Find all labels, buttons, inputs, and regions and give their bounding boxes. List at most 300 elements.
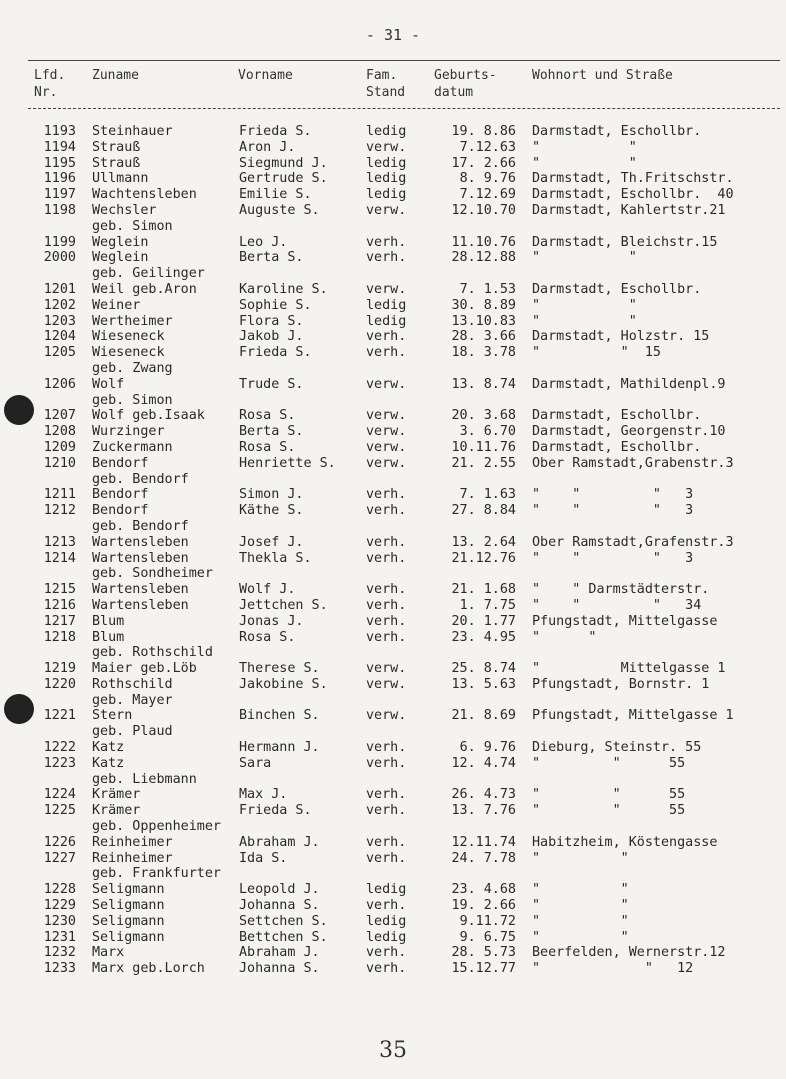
birth-date: 12. 4.74 (451, 755, 516, 771)
table-row (0, 140, 786, 156)
surname: Reinheimer (92, 850, 173, 866)
table-row (0, 487, 786, 503)
table-row (0, 661, 786, 677)
marital-status: verh. (366, 234, 407, 250)
birth-date: 7.12.63 (459, 139, 516, 155)
residence: " " (532, 629, 597, 645)
marital-status: verw. (366, 708, 407, 724)
first-name: Rosa S. (239, 408, 296, 424)
surname: geb. Bendorf (92, 471, 189, 487)
surname: Blum (92, 613, 125, 629)
marital-status: verh. (366, 613, 407, 629)
surname: Ullmann (92, 171, 149, 187)
residence: " " 12 (532, 961, 694, 977)
first-name: Bettchen S. (239, 929, 328, 945)
marital-status: verh. (366, 503, 407, 519)
surname: geb. Oppenheimer (92, 819, 221, 835)
birth-date: 15.12.77 (451, 961, 516, 977)
residence: Darmstadt, Eschollbr. (532, 439, 702, 455)
birth-date: 13.10.83 (451, 313, 516, 329)
surname: geb. Mayer (92, 692, 173, 708)
table-row (0, 440, 786, 456)
marital-status: verw. (366, 376, 407, 392)
surname: Strauß (92, 155, 141, 171)
first-name: Hermann J. (239, 740, 320, 756)
table-row (0, 203, 786, 219)
marital-status: verw. (366, 661, 407, 677)
header-zuname: Zuname (92, 68, 139, 83)
first-name: Johanna S. (239, 961, 320, 977)
table-row (0, 298, 786, 314)
birth-date: 23. 4.95 (451, 629, 516, 645)
row-number: 1215 (43, 582, 76, 598)
birth-date: 19. 8.86 (451, 124, 516, 139)
birth-date: 23. 4.68 (451, 882, 516, 898)
row-number: 1214 (43, 550, 76, 566)
residence: Darmstadt, Eschollbr. (532, 408, 702, 424)
punch-hole (4, 395, 34, 425)
marital-status: verh. (366, 803, 407, 819)
first-name: Siegmund J. (239, 155, 328, 171)
marital-status: verh. (366, 961, 407, 977)
first-name: Wolf J. (239, 582, 296, 598)
table-row (0, 645, 786, 661)
birth-date: 9.11.72 (459, 913, 516, 929)
surname: Marx geb.Lorch (92, 961, 205, 977)
residence: " " (532, 155, 637, 171)
birth-date: 7.12.69 (459, 187, 516, 203)
birth-date: 27. 8.84 (451, 503, 516, 519)
table-row (0, 772, 786, 788)
marital-status: verw. (366, 424, 407, 440)
table-row (0, 819, 786, 835)
birth-date: 13. 5.63 (451, 676, 516, 692)
first-name: Henriette S. (239, 455, 336, 471)
table-row (0, 314, 786, 330)
surname: Wartensleben (92, 597, 189, 613)
surname: Bendorf (92, 455, 149, 471)
surname: geb. Frankfurter (92, 866, 221, 882)
table-row (0, 961, 786, 977)
table-row (0, 598, 786, 614)
punch-hole (4, 694, 34, 724)
residence: " " 15 (532, 345, 661, 361)
surname: Katz (92, 755, 125, 771)
row-number: 1209 (43, 439, 76, 455)
surname: Wechsler (92, 202, 157, 218)
row-number: 1226 (43, 834, 76, 850)
marital-status: verh. (366, 945, 407, 961)
marital-status: verw. (366, 281, 407, 297)
first-name: Leopold J. (239, 882, 320, 898)
birth-date: 28. 3.66 (451, 329, 516, 345)
row-number: 1203 (43, 313, 76, 329)
first-name: Jonas J. (239, 613, 304, 629)
residence: " " (532, 297, 637, 313)
table-row (0, 535, 786, 551)
first-name: Settchen S. (239, 913, 328, 929)
residence: Pfungstadt, Bornstr. 1 (532, 676, 710, 692)
first-name: Abraham J. (239, 834, 320, 850)
table-row (0, 898, 786, 914)
header-nr: Lfd. Nr. (34, 68, 66, 100)
residence: Ober Ramstadt,Grabenstr.3 (532, 455, 734, 471)
surname: geb. Geilinger (92, 266, 205, 282)
marital-status: ledig (366, 882, 407, 898)
marital-status: verw. (366, 408, 407, 424)
surname: Bendorf (92, 487, 149, 503)
row-number: 2000 (43, 250, 76, 266)
table-row (0, 472, 786, 488)
surname: Weglein (92, 250, 149, 266)
table-row (0, 693, 786, 709)
table-row (0, 329, 786, 345)
first-name: Emilie S. (239, 187, 312, 203)
surname: geb. Simon (92, 392, 173, 408)
first-name: Jakob J. (239, 329, 304, 345)
marital-status: ledig (366, 155, 407, 171)
table-row (0, 708, 786, 724)
row-number: 1223 (43, 755, 76, 771)
birth-date: 13. 8.74 (451, 376, 516, 392)
marital-status: verh. (366, 329, 407, 345)
residence: " " 55 (532, 755, 686, 771)
row-number: 1211 (43, 487, 76, 503)
birth-date: 3. 6.70 (459, 424, 516, 440)
row-number: 1193 (43, 124, 76, 139)
table-row (0, 930, 786, 946)
residence: " " (532, 882, 629, 898)
residence: " " (532, 313, 637, 329)
marital-status: verh. (366, 250, 407, 266)
table-row (0, 582, 786, 598)
table-row (0, 250, 786, 266)
birth-date: 26. 4.73 (451, 787, 516, 803)
row-number: 1213 (43, 534, 76, 550)
table-row (0, 408, 786, 424)
header-vorname: Vorname (238, 68, 293, 83)
residence: " " " 3 (532, 550, 694, 566)
first-name: Auguste S. (239, 202, 320, 218)
residence: " " (532, 850, 629, 866)
row-number: 1205 (43, 345, 76, 361)
residence: " " " 3 (532, 503, 694, 519)
surname: Wolf (92, 376, 125, 392)
surname: Strauß (92, 139, 141, 155)
birth-date: 13. 7.76 (451, 803, 516, 819)
row-number: 1218 (43, 629, 76, 645)
first-name: Sophie S. (239, 297, 312, 313)
row-number: 1216 (43, 597, 76, 613)
residence: Habitzheim, Köstengasse (532, 834, 718, 850)
birth-date: 9. 6.75 (459, 929, 516, 945)
first-name: Therese S. (239, 661, 320, 677)
surname: Seligmann (92, 913, 165, 929)
residence: Darmstadt, Eschollbr. (532, 124, 702, 139)
table-row (0, 124, 786, 140)
birth-date: 21. 2.55 (451, 455, 516, 471)
marital-status: verh. (366, 787, 407, 803)
birth-date: 11.10.76 (451, 234, 516, 250)
surname: Wartensleben (92, 550, 189, 566)
residence: Darmstadt, Eschollbr. 40 (532, 187, 734, 203)
first-name: Simon J. (239, 487, 304, 503)
table-row (0, 803, 786, 819)
table-row (0, 551, 786, 567)
surname: geb. Sondheimer (92, 566, 213, 582)
first-name: Karoline S. (239, 281, 328, 297)
table-row (0, 361, 786, 377)
surname: geb. Liebmann (92, 771, 197, 787)
surname: Katz (92, 740, 125, 756)
residence: " " Darmstädterstr. (532, 582, 710, 598)
first-name: Frieda S. (239, 345, 312, 361)
marital-status: ledig (366, 913, 407, 929)
first-name: Sara (239, 755, 272, 771)
header-wohnort: Wohnort und Straße (532, 68, 673, 83)
table-row (0, 756, 786, 772)
residence: Darmstadt, Kahlertstr.21 (532, 202, 726, 218)
birth-date: 7. 1.53 (459, 281, 516, 297)
marital-status: verh. (366, 487, 407, 503)
marital-status: verh. (366, 898, 407, 914)
first-name: Flora S. (239, 313, 304, 329)
first-name: Johanna S. (239, 898, 320, 914)
table-row (0, 740, 786, 756)
surname: Wertheimer (92, 313, 173, 329)
residence: Dieburg, Steinstr. 55 (532, 740, 702, 756)
first-name: Aron J. (239, 139, 296, 155)
header-fam-stand: Fam. Stand (366, 68, 406, 100)
surname: Marx (92, 945, 125, 961)
marital-status: verh. (366, 345, 407, 361)
surname: Wachtensleben (92, 187, 197, 203)
residence: " Mittelgasse 1 (532, 661, 726, 677)
birth-date: 7. 1.63 (459, 487, 516, 503)
page-number-bottom: 35 (379, 1038, 407, 1063)
marital-status: verh. (366, 834, 407, 850)
birth-date: 19. 2.66 (451, 898, 516, 914)
row-number: 1201 (43, 281, 76, 297)
first-name: Rosa S. (239, 439, 296, 455)
surname: Bendorf (92, 503, 149, 519)
table-row (0, 424, 786, 440)
marital-status: ledig (366, 124, 407, 139)
residence: Darmstadt, Eschollbr. (532, 281, 702, 297)
surname: Seligmann (92, 929, 165, 945)
row-number: 1227 (43, 850, 76, 866)
residence: Ober Ramstadt,Grafenstr.3 (532, 534, 734, 550)
surname: Weglein (92, 234, 149, 250)
surname: Zuckermann (92, 439, 173, 455)
residence: " " " 3 (532, 487, 694, 503)
birth-date: 25. 8.74 (451, 661, 516, 677)
surname: geb. Rothschild (92, 645, 213, 661)
row-number: 1222 (43, 740, 76, 756)
header-rule-top (28, 60, 780, 61)
birth-date: 20. 3.68 (451, 408, 516, 424)
first-name: Jakobine S. (239, 676, 328, 692)
residence: Darmstadt, Holzstr. 15 (532, 329, 710, 345)
surname: Steinhauer (92, 124, 173, 139)
marital-status: ledig (366, 297, 407, 313)
surname: geb. Bendorf (92, 518, 189, 534)
residence: " " (532, 913, 629, 929)
first-name: Trude S. (239, 376, 304, 392)
residence: " " (532, 250, 637, 266)
table-row (0, 614, 786, 630)
first-name: Ida S. (239, 850, 288, 866)
table-row (0, 266, 786, 282)
first-name: Gertrude S. (239, 171, 328, 187)
birth-date: 17. 2.66 (451, 155, 516, 171)
table-row (0, 156, 786, 172)
surname: Weiner (92, 297, 141, 313)
residence: Darmstadt, Th.Fritschstr. (532, 171, 734, 187)
surname: geb. Simon (92, 218, 173, 234)
table-row (0, 282, 786, 298)
row-number: 1230 (43, 913, 76, 929)
register-table (0, 124, 786, 977)
row-number: 1231 (43, 929, 76, 945)
birth-date: 20. 1.77 (451, 613, 516, 629)
marital-status: verw. (366, 439, 407, 455)
birth-date: 28.12.88 (451, 250, 516, 266)
table-row (0, 835, 786, 851)
row-number: 1210 (43, 455, 76, 471)
residence: Pfungstadt, Mittelgasse 1 (532, 708, 734, 724)
table-row (0, 393, 786, 409)
residence: Darmstadt, Bleichstr.15 (532, 234, 718, 250)
birth-date: 13. 2.64 (451, 534, 516, 550)
birth-date: 21. 8.69 (451, 708, 516, 724)
surname: Wieseneck (92, 345, 165, 361)
birth-date: 10.11.76 (451, 439, 516, 455)
marital-status: ledig (366, 171, 407, 187)
table-row (0, 630, 786, 646)
surname: Reinheimer (92, 834, 173, 850)
birth-date: 21. 1.68 (451, 582, 516, 598)
birth-date: 6. 9.76 (459, 740, 516, 756)
residence: " " 55 (532, 803, 686, 819)
row-number: 1208 (43, 424, 76, 440)
marital-status: verw. (366, 676, 407, 692)
row-number: 1195 (43, 155, 76, 171)
page-number-top: - 31 - (365, 26, 421, 44)
first-name: Frieda S. (239, 803, 312, 819)
first-name: Max J. (239, 787, 288, 803)
marital-status: verw. (366, 202, 407, 218)
table-row (0, 219, 786, 235)
first-name: Rosa S. (239, 629, 296, 645)
row-number: 1198 (43, 202, 76, 218)
table-row (0, 724, 786, 740)
marital-status: ledig (366, 929, 407, 945)
residence: " " (532, 929, 629, 945)
table-row (0, 851, 786, 867)
table-row (0, 866, 786, 882)
marital-status: verh. (366, 534, 407, 550)
surname: geb. Plaud (92, 724, 173, 740)
table-row (0, 566, 786, 582)
marital-status: verw. (366, 139, 407, 155)
first-name: Thekla S. (239, 550, 312, 566)
row-number: 1207 (43, 408, 76, 424)
row-number: 1224 (43, 787, 76, 803)
row-number: 1217 (43, 613, 76, 629)
table-row (0, 377, 786, 393)
birth-date: 30. 8.89 (451, 297, 516, 313)
row-number: 1196 (43, 171, 76, 187)
table-row (0, 187, 786, 203)
marital-status: ledig (366, 187, 407, 203)
first-name: Käthe S. (239, 503, 304, 519)
residence: " " 55 (532, 787, 686, 803)
table-row (0, 171, 786, 187)
marital-status: verh. (366, 550, 407, 566)
row-number: 1206 (43, 376, 76, 392)
table-row (0, 787, 786, 803)
header-geburtsdatum: Geburts- datum (434, 68, 497, 100)
row-number: 1228 (43, 882, 76, 898)
row-number: 1233 (43, 961, 76, 977)
table-row (0, 519, 786, 535)
first-name: Frieda S. (239, 124, 312, 139)
row-number: 1199 (43, 234, 76, 250)
row-number: 1219 (43, 661, 76, 677)
surname: Maier geb.Löb (92, 661, 197, 677)
surname: Krämer (92, 787, 141, 803)
marital-status: verh. (366, 755, 407, 771)
surname: Seligmann (92, 882, 165, 898)
marital-status: verh. (366, 850, 407, 866)
birth-date: 1. 7.75 (459, 597, 516, 613)
surname: Wurzinger (92, 424, 165, 440)
surname: Wartensleben (92, 534, 189, 550)
surname: Rothschild (92, 676, 173, 692)
birth-date: 28. 5.73 (451, 945, 516, 961)
surname: Blum (92, 629, 125, 645)
surname: Wartensleben (92, 582, 189, 598)
first-name: Abraham J. (239, 945, 320, 961)
row-number: 1204 (43, 329, 76, 345)
table-row (0, 882, 786, 898)
residence: Beerfelden, Wernerstr.12 (532, 945, 726, 961)
row-number: 1212 (43, 503, 76, 519)
table-row (0, 235, 786, 251)
first-name: Leo J. (239, 234, 288, 250)
row-number: 1229 (43, 898, 76, 914)
residence: " " " 34 (532, 597, 702, 613)
surname: Krämer (92, 803, 141, 819)
residence: Pfungstadt, Mittelgasse (532, 613, 718, 629)
row-number: 1197 (43, 187, 76, 203)
birth-date: 18. 3.78 (451, 345, 516, 361)
marital-status: verh. (366, 597, 407, 613)
table-row (0, 456, 786, 472)
row-number: 1225 (43, 803, 76, 819)
marital-status: ledig (366, 313, 407, 329)
surname: Stern (92, 708, 133, 724)
residence: " " (532, 139, 637, 155)
first-name: Josef J. (239, 534, 304, 550)
row-number: 1232 (43, 945, 76, 961)
marital-status: verh. (366, 740, 407, 756)
surname: Wolf geb.Isaak (92, 408, 205, 424)
residence: Darmstadt, Mathildenpl.9 (532, 376, 726, 392)
birth-date: 21.12.76 (451, 550, 516, 566)
birth-date: 12.10.70 (451, 202, 516, 218)
